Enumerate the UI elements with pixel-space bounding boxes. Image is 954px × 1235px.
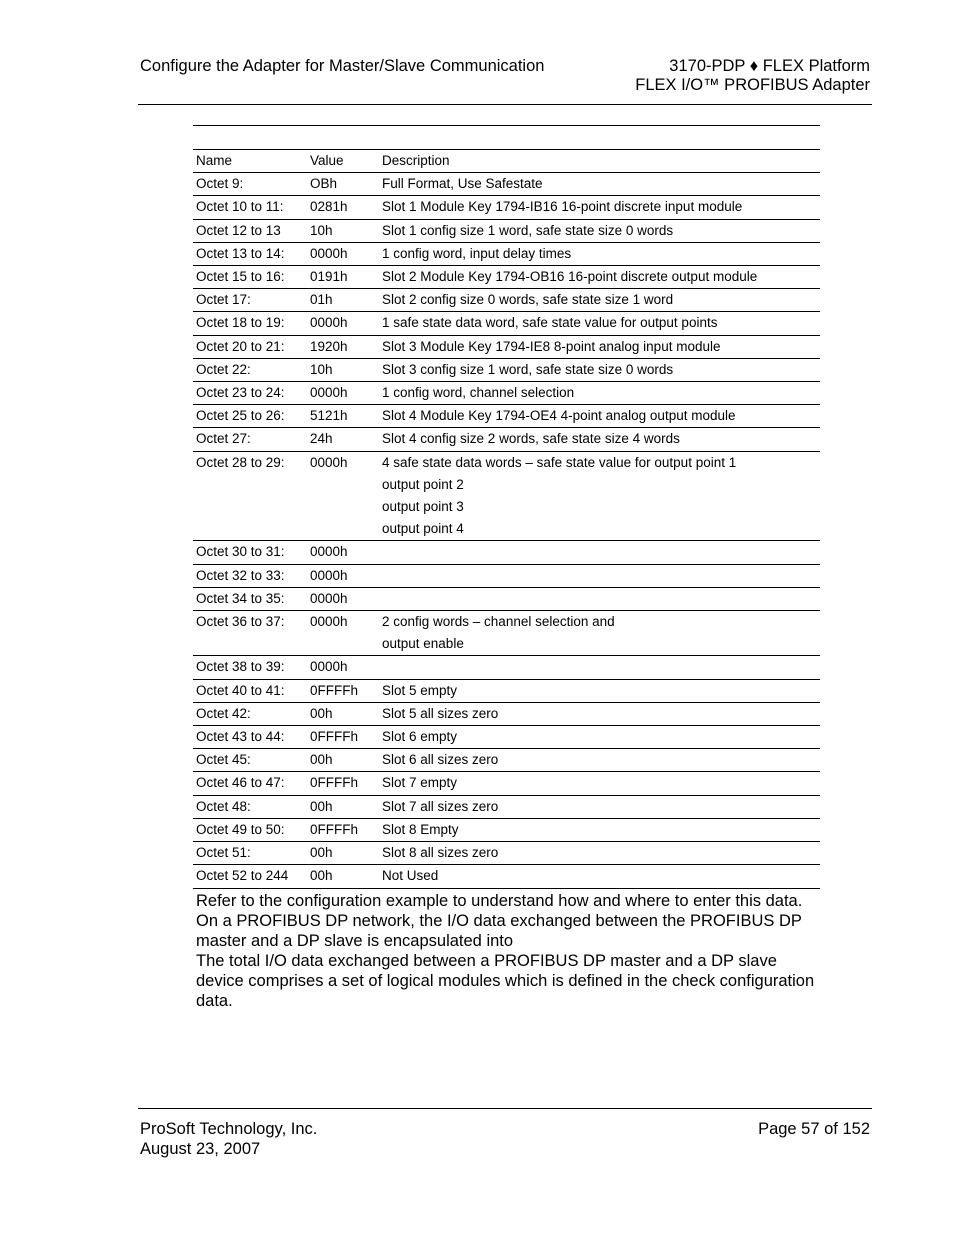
table-row xyxy=(193,726,820,749)
octet-description-cell xyxy=(379,749,820,772)
description-line: Slot 4 config size 2 words, safe state size 4 words xyxy=(382,431,680,447)
octet-description-cell xyxy=(379,541,820,564)
octet-name-cell: Octet 13 to 14: xyxy=(193,242,307,265)
octet-name-cell: Octet 43 to 44: xyxy=(193,726,307,749)
octet-name-cell: Octet 45: xyxy=(193,749,307,772)
table-row xyxy=(193,772,820,795)
octet-name-cell: Octet 27: xyxy=(193,428,307,451)
description-line: Slot 1 config size 1 word, safe state size 0 words xyxy=(382,222,674,238)
body-paragraph-1: Refer to the configuration example to understand how and where to enter this data. On a PROFIBUS DP network, the I/O data exchanged between the PROFIBUS DP master and a DP slave is encapsulated into xyxy=(196,892,803,950)
footer-divider xyxy=(138,1108,872,1109)
description-line: Slot 8 all sizes zero xyxy=(382,845,499,861)
header-section-title: Configure the Adapter for Master/Slave Communication xyxy=(140,57,545,75)
octet-name-cell: Octet 10 to 11: xyxy=(193,196,307,219)
octet-name-cell: Octet 23 to 24: xyxy=(193,382,307,405)
description-line: output point 2 xyxy=(382,476,464,492)
table-row xyxy=(193,428,820,451)
table-row xyxy=(193,173,820,196)
footer-date: August 23, 2007 xyxy=(140,1139,261,1158)
octet-name-cell: Octet 25 to 26: xyxy=(193,405,307,428)
octet-description-cell xyxy=(379,382,820,405)
description-line: Slot 7 empty xyxy=(382,775,458,791)
table-row xyxy=(193,656,820,679)
table-row xyxy=(193,196,820,219)
description-line: Slot 6 all sizes zero xyxy=(382,752,499,768)
table-row xyxy=(193,451,820,541)
octet-name-cell: Octet 12 to 13 xyxy=(193,219,307,242)
octet-value-cell: 00h xyxy=(307,842,379,865)
octet-name-cell: Octet 28 to 29: xyxy=(193,451,307,541)
octet-value-cell: 00h xyxy=(307,749,379,772)
octet-description-cell xyxy=(379,173,820,196)
description-line: Slot 2 config size 0 words, safe state size 1 word xyxy=(382,292,674,308)
octet-name-cell: Octet 9: xyxy=(193,173,307,196)
table-top-divider xyxy=(193,125,820,126)
octet-description-cell xyxy=(379,219,820,242)
octet-description-cell xyxy=(379,335,820,358)
table-row xyxy=(193,842,820,865)
octet-name-cell: Octet 36 to 37: xyxy=(193,611,307,656)
octet-description-cell xyxy=(379,587,820,610)
octet-description-cell xyxy=(379,842,820,865)
description-line: Not Used xyxy=(382,868,439,884)
octet-value-cell: 00h xyxy=(307,702,379,725)
table-row xyxy=(193,219,820,242)
description-line: Slot 1 Module Key 1794-IB16 16-point discrete input module xyxy=(382,199,743,215)
description-line: 2 config words – channel selection and xyxy=(382,614,615,630)
octet-name-cell: Octet 18 to 19: xyxy=(193,312,307,335)
table-row xyxy=(193,335,820,358)
octet-description-cell xyxy=(379,818,820,841)
description-line: Full Format, Use Safestate xyxy=(382,176,543,192)
table-row xyxy=(193,266,820,289)
table-row xyxy=(193,795,820,818)
octet-name-cell: Octet 20 to 21: xyxy=(193,335,307,358)
octet-value-cell: 24h xyxy=(307,428,379,451)
table-row xyxy=(193,289,820,312)
octet-value-cell: 0000h xyxy=(307,656,379,679)
description-line: output point 4 xyxy=(382,521,464,537)
octet-name-cell: Octet 15 to 16: xyxy=(193,266,307,289)
octet-value-cell: 0281h xyxy=(307,196,379,219)
octet-name-cell: Octet 40 to 41: xyxy=(193,679,307,702)
octet-description-cell xyxy=(379,451,820,541)
octet-value-cell: 00h xyxy=(307,865,379,888)
octet-description-cell xyxy=(379,312,820,335)
description-line: Slot 8 Empty xyxy=(382,821,459,837)
octet-value-cell: 5121h xyxy=(307,405,379,428)
octet-description-cell xyxy=(379,611,820,656)
description-line: 1 config word, channel selection xyxy=(382,385,575,401)
octet-name-cell: Octet 52 to 244 xyxy=(193,865,307,888)
table-row xyxy=(193,541,820,564)
description-line: Slot 3 Module Key 1794-IE8 8-point analog input module xyxy=(382,338,721,354)
octet-name-cell: Octet 51: xyxy=(193,842,307,865)
octet-value-cell: 00h xyxy=(307,795,379,818)
header-product-line1: 3170-PDP ♦ FLEX Platform xyxy=(669,57,870,75)
description-line: 1 safe state data word, safe state value for output points xyxy=(382,315,718,331)
footer-page-number: Page 57 of 152 xyxy=(758,1120,870,1138)
octet-value-cell: OBh xyxy=(307,173,379,196)
table-row xyxy=(193,702,820,725)
configuration-table-body xyxy=(193,150,820,889)
octet-name-cell: Octet 17: xyxy=(193,289,307,312)
table-row xyxy=(193,587,820,610)
description-line: Slot 3 config size 1 word, safe state size 0 words xyxy=(382,361,674,377)
table-row xyxy=(193,358,820,381)
octet-value-cell: 0191h xyxy=(307,266,379,289)
description-line xyxy=(382,656,820,678)
octet-description-cell xyxy=(379,428,820,451)
octet-value-cell: 0FFFFh xyxy=(307,679,379,702)
octet-value-cell: 0000h xyxy=(307,382,379,405)
description-line xyxy=(382,565,820,587)
octet-description-cell xyxy=(379,564,820,587)
octet-description-cell xyxy=(379,656,820,679)
column-header-value: Value xyxy=(307,150,379,173)
octet-description-cell xyxy=(379,405,820,428)
octet-value-cell: 1920h xyxy=(307,335,379,358)
description-line: Slot 6 empty xyxy=(382,729,458,745)
header-divider xyxy=(138,104,872,105)
octet-value-cell: 0000h xyxy=(307,451,379,541)
octet-value-cell: 0FFFFh xyxy=(307,818,379,841)
header-product xyxy=(635,57,870,95)
description-line: Slot 5 empty xyxy=(382,682,458,698)
octet-name-cell: Octet 49 to 50: xyxy=(193,818,307,841)
description-line: Slot 7 all sizes zero xyxy=(382,798,499,814)
table-row xyxy=(193,242,820,265)
octet-value-cell: 10h xyxy=(307,219,379,242)
octet-description-cell xyxy=(379,772,820,795)
octet-value-cell: 10h xyxy=(307,358,379,381)
body-paragraph-2: The total I/O data exchanged between a PROFIBUS DP master and a DP slave device comprises a set of logical modules which is defined in the check configuration data. xyxy=(196,952,815,1010)
configuration-table xyxy=(193,149,820,889)
octet-value-cell: 0FFFFh xyxy=(307,772,379,795)
octet-value-cell: 0000h xyxy=(307,611,379,656)
octet-value-cell: 0000h xyxy=(307,564,379,587)
octet-value-cell: 0FFFFh xyxy=(307,726,379,749)
octet-value-cell: 0000h xyxy=(307,312,379,335)
description-line xyxy=(382,541,820,563)
octet-name-cell: Octet 34 to 35: xyxy=(193,587,307,610)
octet-description-cell xyxy=(379,679,820,702)
description-line: output point 3 xyxy=(382,499,464,515)
table-row xyxy=(193,749,820,772)
column-header-name: Name xyxy=(193,150,307,173)
description-line: Slot 2 Module Key 1794-OB16 16-point discrete output module xyxy=(382,269,758,285)
octet-description-cell xyxy=(379,289,820,312)
octet-description-cell xyxy=(379,726,820,749)
description-line xyxy=(382,588,820,610)
description-line: Slot 5 all sizes zero xyxy=(382,705,499,721)
octet-name-cell: Octet 46 to 47: xyxy=(193,772,307,795)
table-row xyxy=(193,382,820,405)
octet-description-cell xyxy=(379,196,820,219)
octet-name-cell: Octet 32 to 33: xyxy=(193,564,307,587)
octet-name-cell: Octet 42: xyxy=(193,702,307,725)
table-row xyxy=(193,818,820,841)
description-line: output enable xyxy=(382,636,464,652)
octet-value-cell: 0000h xyxy=(307,541,379,564)
description-line: 4 safe state data words – safe state value for output point 1 xyxy=(382,454,737,470)
table-row xyxy=(193,679,820,702)
table-row xyxy=(193,611,820,656)
octet-value-cell: 01h xyxy=(307,289,379,312)
table-row xyxy=(193,312,820,335)
octet-value-cell: 0000h xyxy=(307,587,379,610)
octet-description-cell xyxy=(379,795,820,818)
octet-name-cell: Octet 38 to 39: xyxy=(193,656,307,679)
octet-description-cell xyxy=(379,358,820,381)
table-row xyxy=(193,405,820,428)
octet-value-cell: 0000h xyxy=(307,242,379,265)
footer-left xyxy=(140,1120,317,1159)
column-header-description: Description xyxy=(379,150,820,173)
octet-description-cell xyxy=(379,242,820,265)
table-row xyxy=(193,564,820,587)
octet-name-cell: Octet 30 to 31: xyxy=(193,541,307,564)
octet-description-cell xyxy=(379,702,820,725)
header-product-line2: FLEX I/O™ PROFIBUS Adapter xyxy=(635,76,870,94)
table-header-row xyxy=(193,150,820,173)
octet-description-cell xyxy=(379,266,820,289)
footer-company: ProSoft Technology, Inc. xyxy=(140,1120,318,1138)
octet-name-cell: Octet 48: xyxy=(193,795,307,818)
octet-name-cell: Octet 22: xyxy=(193,358,307,381)
description-line: Slot 4 Module Key 1794-OE4 4-point analog output module xyxy=(382,408,736,424)
octet-description-cell xyxy=(379,865,820,888)
description-line: 1 config word, input delay times xyxy=(382,245,572,261)
body-text xyxy=(196,891,816,1011)
table-row xyxy=(193,865,820,888)
